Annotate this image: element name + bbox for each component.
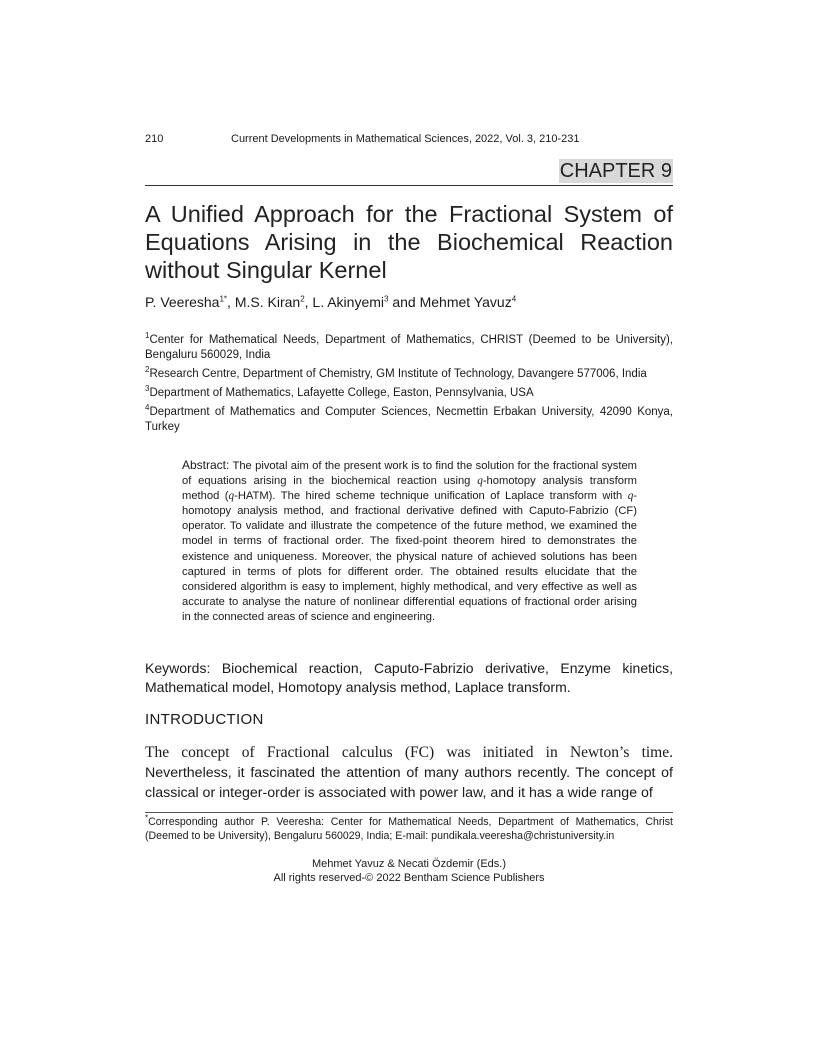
affiliation-text: Research Centre, Department of Chemistry, GM Institute of Technology, Davangere 577006, India <box>149 368 647 380</box>
footer-rights: All rights reserved-© 2022 Bentham Science Publishers <box>273 872 545 884</box>
section-heading-introduction: INTRODUCTION <box>145 711 264 728</box>
author-name: M.S. Kiran <box>234 294 301 310</box>
author-affil-mark: 3 <box>384 294 389 304</box>
title-line-1: A Unified Approach for the Fractional System of <box>145 201 673 227</box>
affiliation-2 <box>145 367 673 382</box>
title-line-2: Equations Arising in the Biochemical Reaction <box>145 229 673 255</box>
affiliation-4 <box>145 405 673 435</box>
q-symbol: q <box>627 490 634 503</box>
abstract-label: Abstract: <box>182 458 230 472</box>
author-separator: , <box>227 294 235 310</box>
affil-mark: 4 <box>145 403 150 413</box>
affiliation-1 <box>145 333 673 363</box>
author-affil-mark: 1* <box>219 294 228 304</box>
author-name: P. Veeresha <box>145 294 220 310</box>
intro-text: Nevertheless, it fascinated the attention of many authors recently. The concept of classical or integer-order is associated with power law, and it has a wide range of <box>145 765 673 801</box>
title-line-3: without Singular Kernel <box>145 257 387 283</box>
author-affil-mark: 2 <box>300 294 305 304</box>
corresponding-author-footnote <box>145 815 673 843</box>
author-separator: , <box>304 294 313 310</box>
q-symbol: q <box>477 475 483 488</box>
q-symbol: q <box>228 490 235 503</box>
author-name: Mehmet Yavuz <box>419 294 512 310</box>
abstract-text: The pivotal aim of the present work is to find the solution for the fractional system of equations arising in the biochemical reaction using <box>182 460 637 488</box>
footnote-text: Corresponding author P. Veeresha: Center for Mathematical Needs, Department of Mathematics, Christ (Deemed to be University), Bengaluru 560029, India; E-mail: pundikala.veeresha@christuniversity.in <box>145 816 673 842</box>
paper-title <box>145 200 673 284</box>
keywords-text: Biochemical reaction, Caputo-Fabrizio derivative, Enzyme kinetics, Mathematical model, Homotopy analysis method, Laplace transform. <box>145 660 673 695</box>
affiliations <box>145 333 673 439</box>
page-number: 210 <box>145 133 164 145</box>
introduction-paragraph <box>145 743 673 803</box>
abstract-text: -homotopy analysis method, and fractional derivative defined with Caputo-Fabrizio (CF) operator. To validate and illustrate the competence of the future method, we examined the model in terms of fractional order. The fixed-point theorem hired to demonstrates the existence and uniqueness. Moreover, the physical nature of achieved solutions has been captured in terms of plots for different order. The obtained results elucidate that the considered algorithm is easy to implement, highly methodical, and very effective as well as accurate to analyse the nature of nonlinear differential equations of fractional order arising in the connected areas of science and engineering. <box>182 490 638 623</box>
abstract-text: -HATM). The hired scheme technique unification of Laplace transform with <box>234 490 628 503</box>
keywords-label: Keywords: <box>145 660 211 676</box>
abstract <box>182 458 637 625</box>
author-name: L. Akinyemi <box>312 294 385 310</box>
affiliation-text: Department of Mathematics and Computer Sciences, Necmettin Erbakan University, 42090 Konya, Turkey <box>145 406 673 433</box>
chapter-label: CHAPTER 9 <box>559 160 672 182</box>
affil-mark: 2 <box>145 365 150 375</box>
footer-editors: Mehmet Yavuz & Necati Özdemir (Eds.) <box>312 858 506 870</box>
intro-first-line: The concept of Fractional calculus (FC) was initiated in Newton’s time. <box>145 744 673 761</box>
footnote-divider <box>145 812 673 813</box>
affil-mark: 1 <box>145 331 150 341</box>
footnote-mark: * <box>145 813 149 823</box>
page-footer <box>145 857 673 885</box>
chapter-banner <box>145 158 673 186</box>
affiliation-text: Department of Mathematics, Lafayette College, Easton, Pennsylvania, USA <box>149 387 534 399</box>
keywords <box>145 659 673 697</box>
affil-mark: 3 <box>145 384 150 394</box>
affiliation-text: Center for Mathematical Needs, Department of Mathematics, CHRIST (Deemed to be University), Bengaluru 560029, India <box>145 334 673 361</box>
author-list <box>145 294 673 310</box>
affiliation-3 <box>145 386 673 401</box>
author-affil-mark: 4 <box>511 294 517 304</box>
author-separator: and <box>388 294 420 310</box>
abstract-text: -homotopy analysis transform method ( <box>182 475 637 503</box>
journal-citation: Current Developments in Mathematical Sciences, 2022, Vol. 3, 210-231 <box>231 133 580 145</box>
